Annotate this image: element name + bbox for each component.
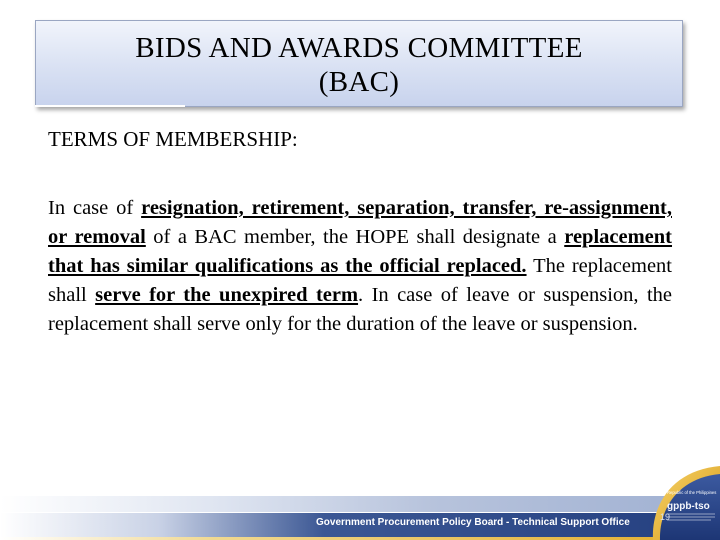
body-emphasis-3: serve for the unexpired term: [95, 284, 359, 306]
body-emphasis-1: resignation, retirement, separation, transfer, re-assignment, or removal: [48, 197, 672, 248]
body-text-2: of a BAC member, the HOPE shall designate a: [145, 226, 565, 248]
section-heading: TERMS OF MEMBERSHIP:: [48, 127, 298, 151]
footer: [0, 496, 720, 540]
footer-text: Government Procurement Policy Board - Technical Support Office: [316, 517, 630, 528]
title-accent-line: [35, 105, 185, 107]
slide-title-line2: (BAC): [318, 66, 400, 98]
body-paragraph: [48, 194, 672, 339]
body-text-3: The replacement shall: [48, 255, 672, 306]
body-emphasis-2: replacement that has similar qualifications as the official replaced.: [48, 226, 673, 277]
body-text-1: In case of: [48, 197, 142, 219]
logo-header-text: Republic of the Philippines: [667, 490, 717, 495]
gppb-tso-logo-icon: [645, 464, 720, 540]
slide-title-line1: BIDS AND AWARDS COMMITTEE: [135, 32, 583, 64]
footer-top-strip: [0, 496, 720, 512]
logo-brand-text: gppb-tso: [667, 501, 710, 512]
page-number: 19: [660, 512, 671, 522]
body-text-4: . In case of leave or suspension, the replacement shall serve only for the duration of the leave or suspension.: [48, 284, 672, 335]
slide-title-box: [35, 20, 683, 107]
